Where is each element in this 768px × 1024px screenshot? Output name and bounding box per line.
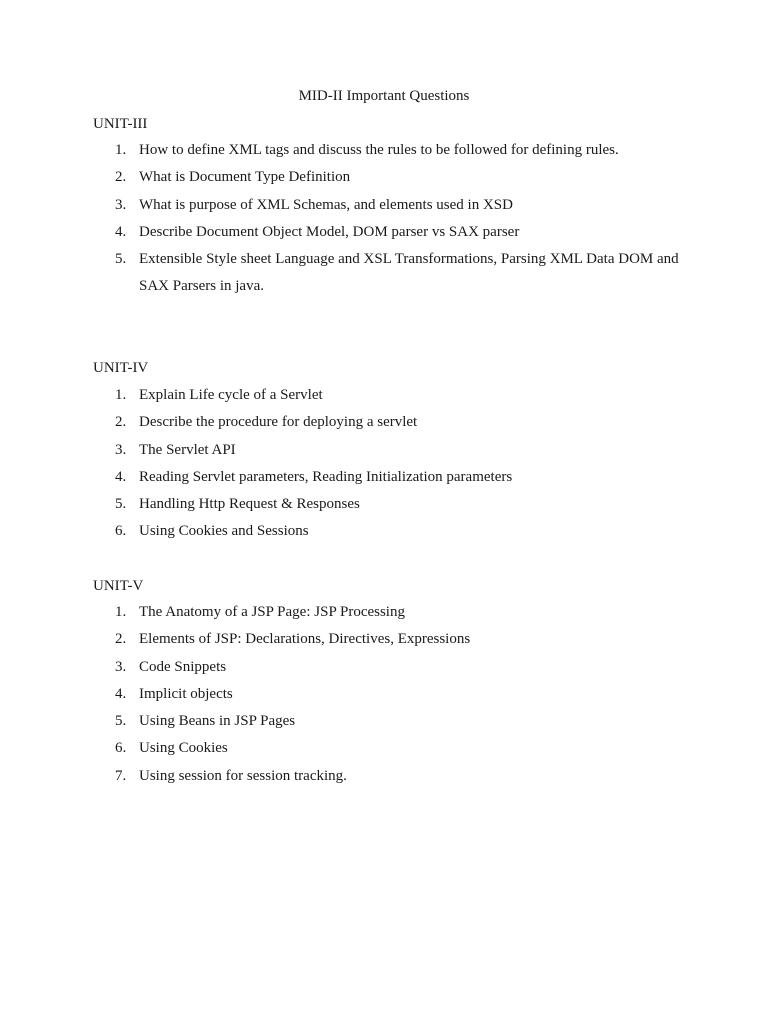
item-number: 5. — [115, 496, 127, 513]
list-item — [93, 382, 693, 409]
item-text: Extensible Style sheet Language and XSL Transformations, Parsing XML Data DOM and SAX Parsers in java. — [139, 251, 679, 295]
item-number: 1. — [115, 142, 127, 158]
item-text: What is Document Type Definition — [139, 169, 351, 186]
item-number: 3. — [115, 196, 127, 213]
unit-heading-v: UNIT-V — [93, 578, 144, 594]
list-item — [93, 137, 693, 164]
item-number: 2. — [115, 631, 127, 648]
list-item — [93, 654, 693, 681]
list-item — [93, 681, 693, 708]
item-text: Using Cookies — [139, 740, 228, 757]
list-item — [93, 735, 693, 762]
item-number: 6. — [115, 523, 127, 540]
list-item — [93, 518, 693, 545]
item-text: What is purpose of XML Schemas, and elements used in XSD — [139, 196, 513, 213]
item-text: The Servlet API — [139, 441, 236, 458]
item-text: Explain Life cycle of a Servlet — [139, 387, 323, 403]
item-text: Elements of JSP: Declarations, Directives, Expressions — [139, 631, 471, 648]
unit-iv-question-list — [93, 382, 693, 546]
item-number: 4. — [115, 223, 127, 240]
item-text: Code Snippets — [139, 658, 227, 675]
item-text: Reading Servlet parameters, Reading Initialization parameters — [139, 468, 513, 485]
item-number: 1. — [115, 387, 127, 403]
list-item — [93, 192, 693, 219]
list-item — [93, 491, 693, 518]
list-item — [93, 437, 693, 464]
item-text: How to define XML tags and discuss the rules to be followed for defining rules. — [139, 142, 619, 158]
item-number: 5. — [115, 713, 127, 730]
item-number: 3. — [115, 441, 127, 458]
list-item — [93, 708, 693, 735]
item-text: Handling Http Request & Responses — [139, 496, 360, 513]
item-text: Implicit objects — [139, 685, 233, 702]
item-number: 2. — [115, 169, 127, 186]
list-item — [93, 464, 693, 491]
unit-heading-iv: UNIT-IV — [93, 360, 149, 376]
unit-heading-iii: UNIT-III — [93, 116, 148, 132]
list-item — [93, 219, 693, 246]
document-title: MID-II Important Questions — [298, 88, 470, 104]
list-item — [93, 164, 693, 191]
item-text: The Anatomy of a JSP Page: JSP Processing — [139, 604, 405, 620]
list-item — [93, 763, 693, 790]
list-item — [93, 599, 693, 626]
item-number: 5. — [115, 251, 127, 268]
list-item — [93, 246, 693, 301]
item-text: Describe Document Object Model, DOM parser vs SAX parser — [139, 223, 520, 240]
list-item — [93, 626, 693, 653]
unit-iii-question-list — [93, 137, 693, 301]
item-text: Using Cookies and Sessions — [139, 523, 309, 540]
item-number: 2. — [115, 414, 127, 431]
item-text: Using Beans in JSP Pages — [139, 713, 296, 730]
item-number: 7. — [115, 767, 127, 784]
item-text: Describe the procedure for deploying a servlet — [139, 414, 418, 431]
item-text: Using session for session tracking. — [139, 767, 347, 784]
list-item — [93, 409, 693, 436]
item-number: 4. — [115, 685, 127, 702]
item-number: 3. — [115, 658, 127, 675]
unit-v-question-list — [93, 599, 693, 790]
item-number: 6. — [115, 740, 127, 757]
item-number: 1. — [115, 604, 127, 620]
item-number: 4. — [115, 468, 127, 485]
